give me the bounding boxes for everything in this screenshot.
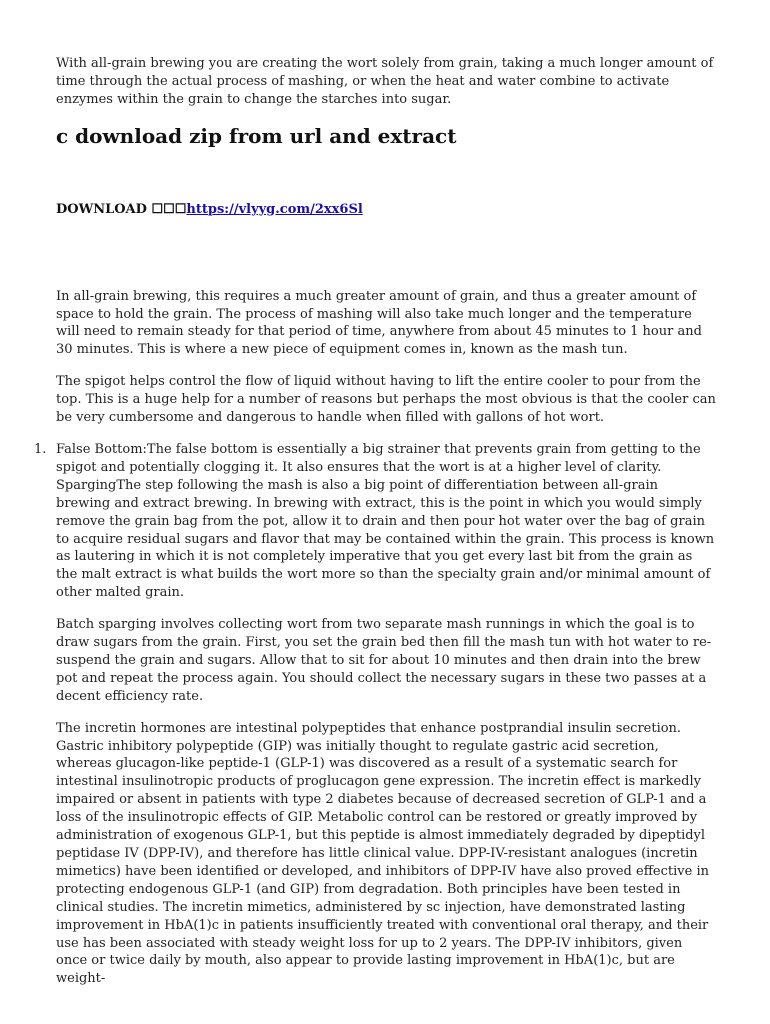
paragraph-spigot: The spigot helps control the flow of liquid without having to lift the entire cooler to pour from the top. This is a huge help for a number of reasons but perhaps the most obvious is that the cooler can be very cumbersome and dangerous to handle when filled with gallons of hot wort. [56, 374, 716, 426]
download-line [56, 201, 716, 219]
page-title: c download zip from url and extract [56, 123, 457, 148]
list-item-text: False Bottom:The false bottom is essentially a big strainer that prevents grain from getting to the spigot and potentially clogging it. It also ensures that the wort is at a higher level of clarity. SpargingThe step following the mash is also a big point of differentiation between all-grain brewing and extract brewing. In brewing with extract, this is the point in which you would simply remove the grain bag from the pot, allow it to drain and then pour hot water over the bag of grain to acquire residual sugars and flavor that may be contained within the grain. This process is known as lautering in which it is not completely imperative that you get every last bit from the grain as the malt extract is what builds the wort more so than the specialty grain and/or minimal amount of other malted grain. [56, 441, 715, 601]
list-item-number: 1. [34, 441, 47, 457]
paragraph-batch-sparging: Batch sparging involves collecting wort from two separate mash runnings in which the goal is to draw sugars from the grain. First, you set the grain bed then fill the mash tun with hot water to re-suspend the grain and sugars. Allow that to sit for about 10 minutes and then drain into the brew pot and repeat the process again. You should collect the necessary sugars in these two passes at a decent efficiency rate. [56, 617, 712, 704]
intro-paragraph: With all-grain brewing you are creating the wort solely from grain, taking a much longer amount of time through the actual process of mashing, or when the heat and water combine to activate enzymes within the grain to change the starches into sugar. [56, 56, 714, 107]
paragraph-incretin: The incretin hormones are intestinal polypeptides that enhance postprandial insulin secretion. Gastric inhibitory polypeptide (GIP) was initially thought to regulate gastric acid secretion, whereas glucagon-like peptide-1 (GLP-1) was discovered as a result of a systematic search for intestinal insulinotropic products of proglucagon gene expression. The incretin effect is markedly impaired or absent in patients with type 2 diabetes because of decreased secretion of GLP-1 and a loss of the insulinotropic effects of GIP. Metabolic control can be restored or greatly improved by administration of exogenous GLP-1, but this peptide is almost immediately degraded by dipeptidyl peptidase IV (DPP-IV), and therefore has little clinical value. DPP-IV-resistant analogues (incretin mimetics) have been identified or developed, and inhibitors of DPP-IV have also proved effective in protecting endogenous GLP-1 (and GIP) from degradation. Both principles have been tested in clinical studies. The incretin mimetics, administered by sc injection, have demonstrated lasting improvement in HbA(1)c in patients insufficiently treated with conventional oral therapy, and their use has been associated with steady weight loss for up to 2 years. The DPP-IV inhibitors, given once or twice daily by mouth, also appear to provide lasting improvement in HbA(1)c, but are weight- [56, 720, 709, 987]
download-arrows: ☐☐☐ [151, 201, 187, 217]
paragraph-mash-tun: In all-grain brewing, this requires a much greater amount of grain, and thus a greater amount of space to hold the grain. The process of mashing will also take much longer and the temperature will need to remain steady for that period of time, anywhere from about 45 minutes to 1 hour and 30 minutes. This is where a new piece of equipment comes in, known as the mash tun. [56, 288, 702, 358]
list-item [34, 441, 716, 602]
numbered-list [34, 441, 716, 602]
download-link[interactable]: https://vlyyg.com/2xx6Sl [186, 201, 363, 217]
document-page [34, 55, 716, 1002]
download-label: DOWNLOAD [56, 201, 147, 217]
